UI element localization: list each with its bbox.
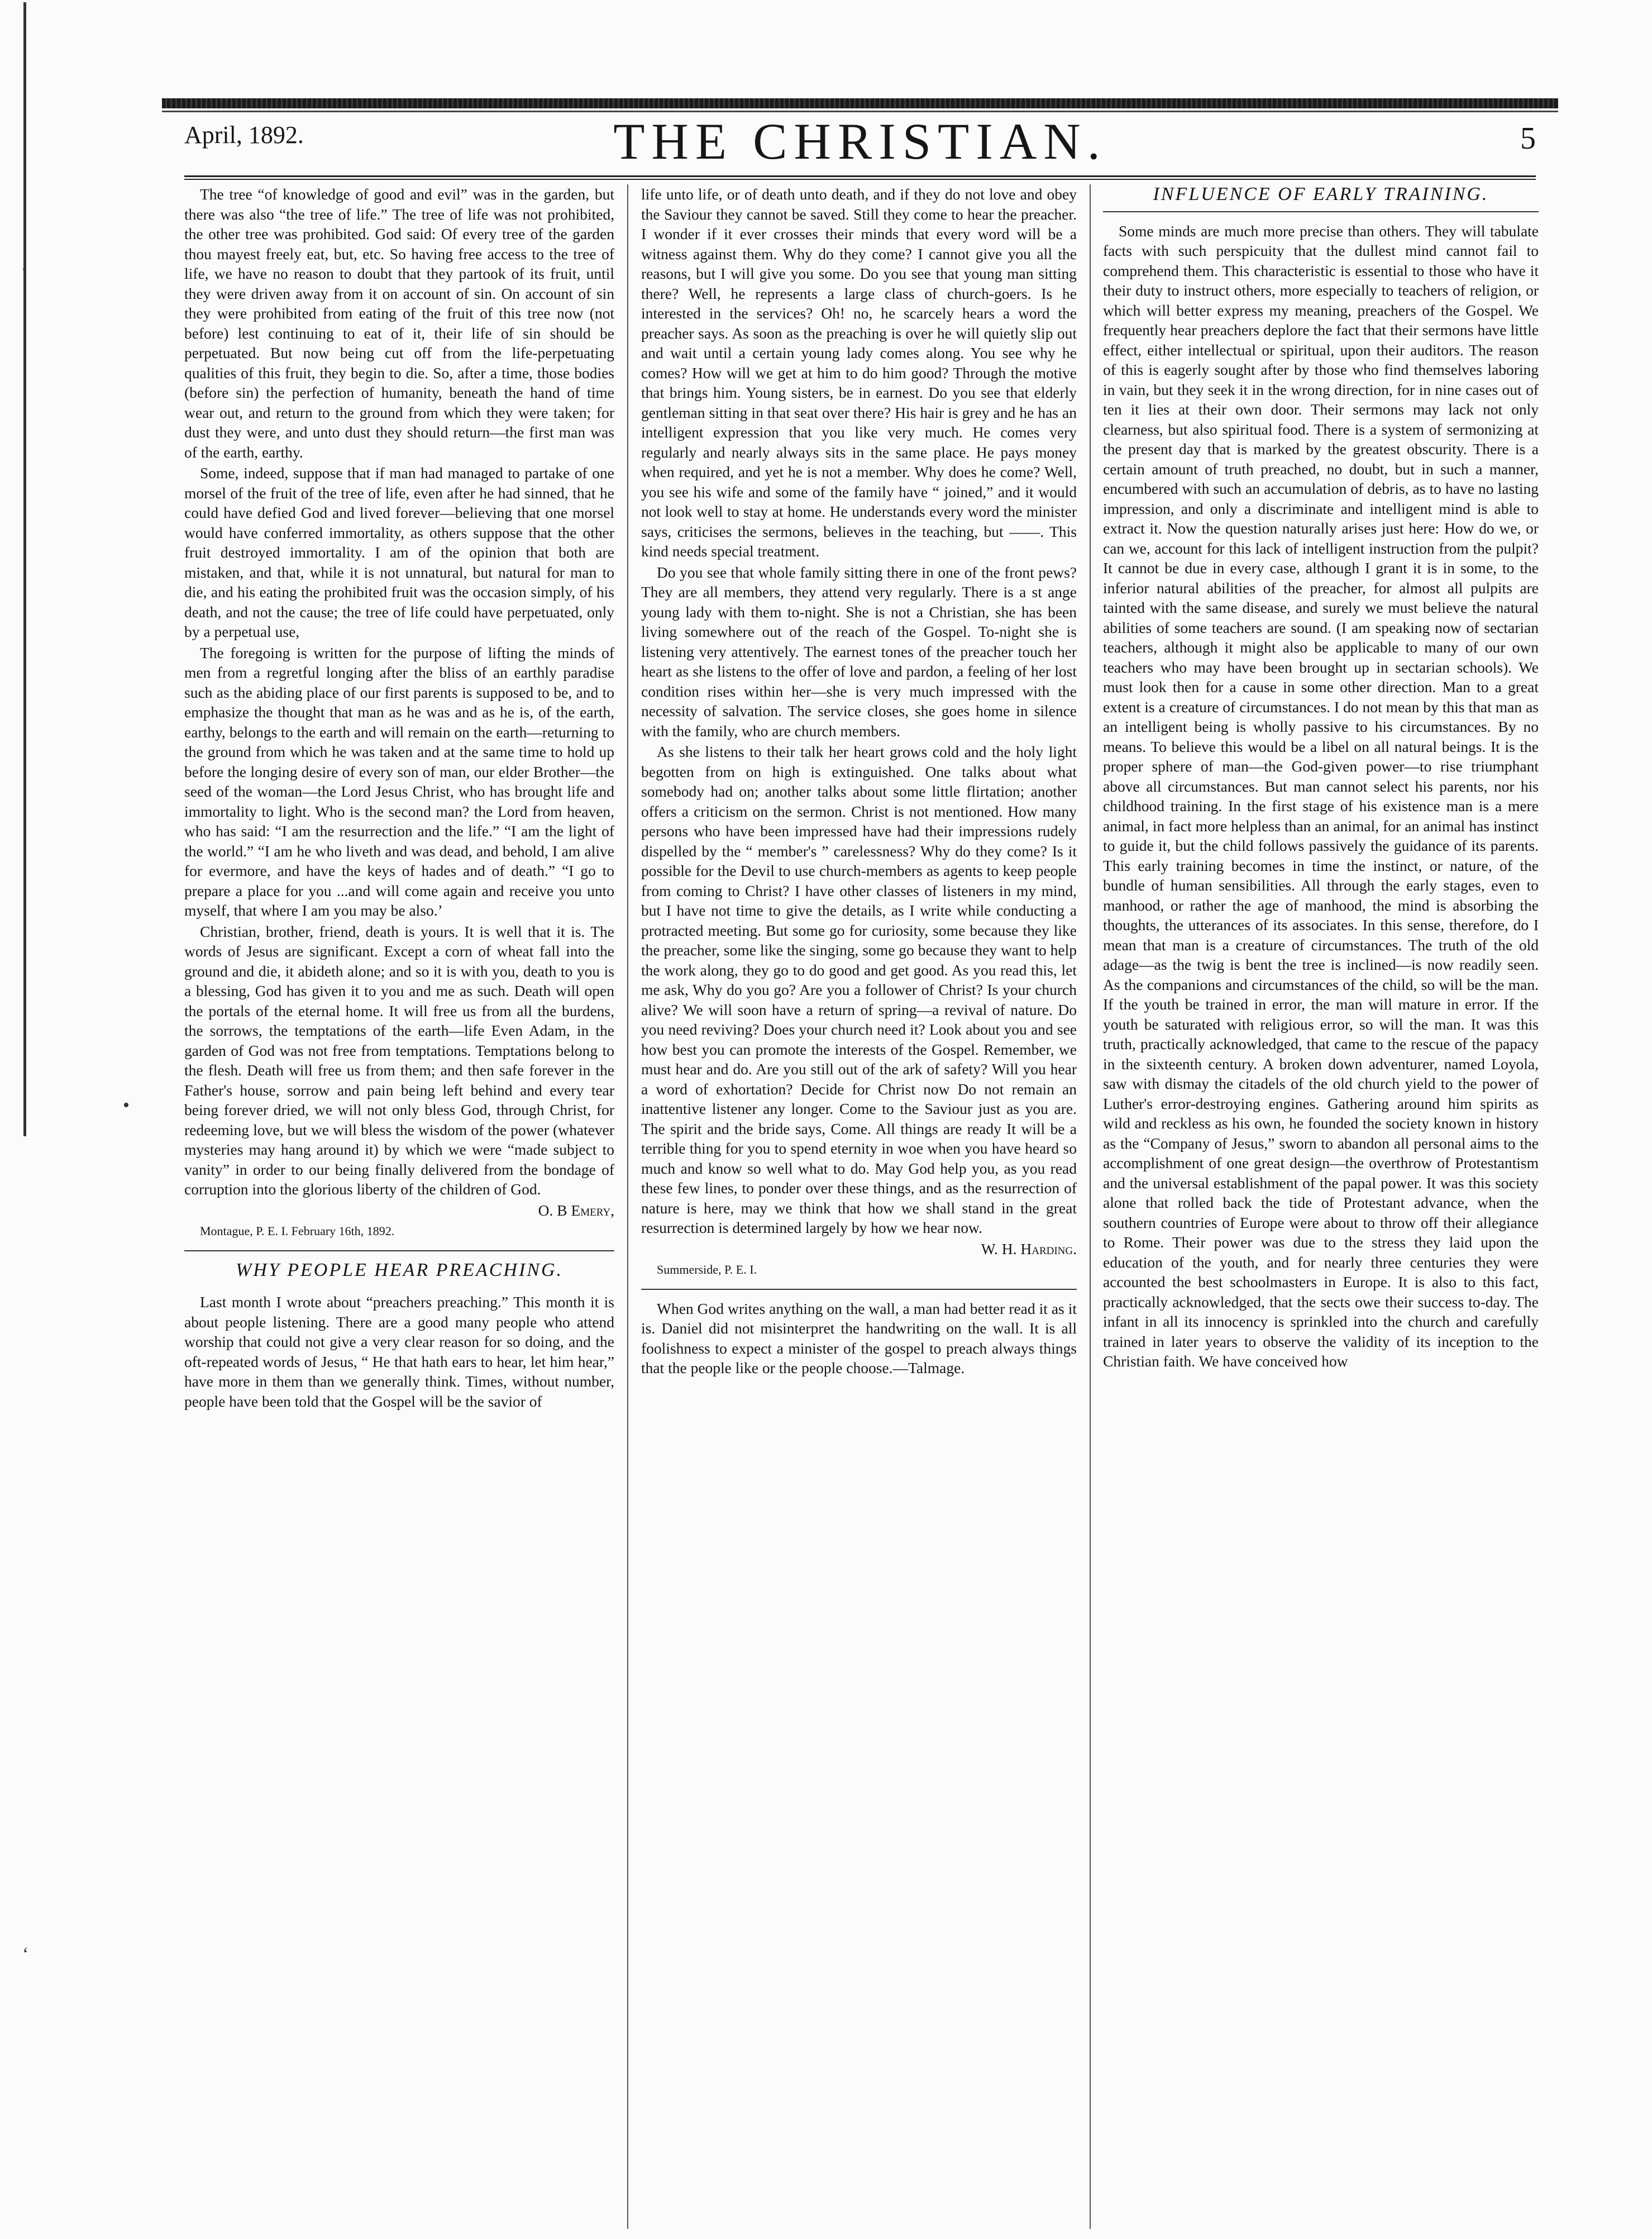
article-heading: INFLUENCE OF EARLY TRAINING. <box>1153 184 1489 204</box>
dateline: Montague, P. E. I. February 16th, 1892. <box>200 1224 395 1238</box>
paragraph: Some minds are much more precise than others. They will tabulate facts with such perspicuity that the dullest mind cannot fail to comprehend them. This characteristic is essential to those who have it their duty to instruct others, more especially to teachers of religion, or which will better express my meaning, preachers of the Gospel. We frequently hear preachers deplore the fact that their sermons have little effect, either intellectual or spiritual, upon their auditors. The reason of this is eagerly sought after by those who find themselves laboring in vain, but they seek it in the wrong direction, for in nine cases out of ten it lies at their own door. Their sermons may lack not only clearness, but also spiritual food. There is a system of sermonizing at the present day that is marked by the greatest obscurity. There is a certain amount of truth preached, no doubt, but in such a manner, encumbered with such an accumulation of debris, as to have no lasting impression, and only a discriminate and intelligent mind is able to extract it. Now the question naturally arises just here: How do we, or can we, account for this lack of intelligent instruction from the pulpit? It cannot be due in every case, although I grant it is in some, to the inferior natural abilities of the preacher, for almost all pulpits are tainted with the same disease, and surely we must believe the natural abilities of some teachers are sound. (I am speaking now of sectarian teachers, although it might also be applicable to many of our own teachers who may have been brought up in sectarian schools). We must look then for a cause in some other direction. Man to a great extent is a creature of circumstances. I do not mean by this that man as an intelligent being is wholly passive to his circumstances. By no means. To believe this would be a libel on all natural beings. It is the proper sphere of man—the God-given power—to rise triumphant above all circumstances. But man cannot select his parents, nor his childhood training. In the first stage of his existence man is a mere animal, in fact more helpless than an animal, for an animal has instinct to guide it, but the child follows passively the guidance of its parents. This early training becomes in time the instinct, or nature, of the bundle of human sensibilities. All through the early stages, even to manhood, or rather the age of manhood, the mind is absorbing the thoughts, the utterances of its associates. In this sense, therefore, do I mean that man is a creature of circumstances. The truth of the old adage—as the twig is bent the tree is inclined—is now readily seen. As the companions and circumstances of the child, so will be the man. If the youth be trained in error, the man will mature in error. If the youth be saturated with religious error, so will the man. It was this truth, practically acknowledged, that came to the rescue of the papacy in the sixteenth century. A broken down adventurer, named Loyola, saw with dismay the citadels of the old church yield to the power of Luther's error-destroying engines. Gathering around him spirits as wild and reckless as his own, he founded the society known in history as the “Company of Jesus,” sworn to abandon all personal aims to the accomplishment of one great design—the overthrow of Protestantism and the universal establishment of the papal power. It was this society alone that rolled back the tide of Protestant advance, when the southern countries of Europe were about to throw off their allegiance to Rome. Their power was due to the stress they laid upon the education of the youth, and for nearly three centuries they were accounted the best schoolmasters in Europe. It is also to this fact, practically acknowledged, that the sects owe their success to-day. The infant in all its innocency is sprinkled into the church and carefully trained in later years to observe the validity of its inception to the Christian faith. We have conceived how <box>1103 222 1539 1370</box>
paragraph: Christian, brother, friend, death is yours. It is well that it is. The words of Jesus are significant. Except a corn of wheat fall into the ground and die, it abideth alone; and so it is with you, death to you is a blessing, God has given it to you and me as such. Death will open the portals of the eternal home. It will free us from all the burdens, the sorrows, the temptations of the earth—life Even Adam, in the garden of God was not free from temptations. Temptations belong to the flesh. Death will free us from them; and then safe forever in the Father's house, sorrow and pain being left behind and every tear being forever dried, we will not only bless God, through Christ, for redeeming love, but we will bless the wisdom of the power (whatever mysteries may hang around it) by which we were “made subject to vanity” in order to our being finally delivered from the bondage of corruption into the glorious liberty of the children of God. <box>184 922 614 1198</box>
margin-mark: ‘ <box>22 1944 29 1965</box>
paragraph: The foregoing is written for the purpose of lifting the minds of men from a regretful longing after the bliss of an earthly paradise such as the abiding place of our first parents is supposed to be, and to emphasize the thought that man as he was and as he is, of the earth, earthy, belongs to the earth and will remain on the earth—returning to the ground from which he was taken and at the same time to hold up before the longing desire of every son of man, our elder Brother—the seed of the woman—the Lord Jesus Christ, who has brought life and immortality to light. Who is the second man? the Lord from heaven, who has said: “I am the resurrection and the life.” “I am the light of the world.” “I am he who liveth and was dead, and behold, I am alive for evermore, and have the keys of hades and of death.” “I go to prepare a place for you ...and will come again and receive you unto myself, that where I am you may be also.’ <box>184 644 614 919</box>
article-heading: WHY PEOPLE HEAR PREACHING. <box>235 1259 564 1280</box>
paragraph: life unto life, or of death unto death, and if they do not love and obey the Saviour they cannot be saved. Still they come to hear the preacher. I wonder if it ever crosses their minds that every word will be a witness against them. Why do they come? I cannot give you all the reasons, but I will give you some. Do you see that young man sitting there? Well, he represents a large class of church-goers. Is he interested in the services? Oh! no, he scarcely hears a word the preacher says. As soon as the preaching is over he will quietly slip out and wait until a certain young lady comes along. You see why he comes? How will we get at him to do him good? Through the motive that brings him. Young sisters, be in earnest. Do you see that elderly gentleman sitting in that seat over there? His hair is grey and he has an intelligent expression that you like very much. He comes very regularly and nearly always sits in the same place. He pays money when required, and yet he is not a member. Why does he come? Well, you see his wife and some of the family have “ joined,” and it would not look well to stay at home. He understands every word the minister says, criticises the sermons, believes in the teaching, but ——. This kind needs special treatment. <box>641 185 1077 560</box>
paragraph: Some, indeed, suppose that if man had managed to partake of one morsel of the fruit of the tree of life, even after he had sinned, that he could have defied God and lived forever—believing that one morsel would have conferred immortality, as others suppose that the other fruit destroyed immortality. I am of the opinion that both are mistaken, and that, while it is not unnatural, but natural for man to die, and his eating the prohibited fruit was the occasion simply, of his death, and not the cause; the tree of life could have perpetuated, only by a perpetual use, <box>184 464 614 640</box>
margin-mark: • <box>123 1095 130 1116</box>
dateline: Summerside, P. E. I. <box>657 1263 757 1276</box>
issue-date: April, 1892. <box>184 121 304 149</box>
paragraph: When God writes anything on the wall, a man had better read it as it is. Daniel did not misinterpret the handwriting on the wall. It is all foolishness to expect a minister of the gospel to preach always things that the people like or the people choose.—Talmage. <box>641 1299 1077 1376</box>
column-3 <box>1103 184 1539 1371</box>
column-2 <box>641 184 1077 1378</box>
heading-rule <box>1103 211 1539 212</box>
column-1 <box>184 184 614 1411</box>
article-separator <box>641 1289 1077 1290</box>
paragraph: The tree “of knowledge of good and evil” was in the garden, but there was also “the tree of life.” The tree of life was not prohibited, the other tree was prohibited. God said: Of every tree of the garden thou mayest freely eat, but, etc. So having free access to the tree of life, we have no reason to doubt that they partook of its fruit, until they were driven away from it on account of sin. On account of sin they were prohibited from eating of the fruit of this tree now (not before) lest continuing to eat of it, their life of sin should be perpetuated. But now being cut off from the life-perpetuating qualities of this fruit, they begin to die. So, after a time, those bodies (before sin) the perfection of humanity, beneath the hand of time wear out, and return to the ground from which they were taken; for dust they were, and unto dust they should return—the first man was of the earth, earthy. <box>184 185 614 461</box>
top-rule <box>162 98 1558 108</box>
header-rule <box>184 175 1536 180</box>
masthead <box>184 112 1536 173</box>
margin-mark: ‘ <box>21 263 28 283</box>
page-number: 5 <box>1520 121 1536 156</box>
paragraph: Do you see that whole family sitting there in one of the front pews? They are all members, they attend very regularly. There is a st ange young lady with them to-night. She is not a Christian, she has been living somewhere out of the reach of the Gospel. To-night she is listening very attentively. The earnest tones of the preacher touch her heart as she listens to the offer of love and pardon, a feeling of her lost condition rises within her—she is very much impressed with the necessity of salvation. The service closes, she goes home in silence with the family, who are church members. <box>641 563 1077 740</box>
paragraph: As she listens to their talk her heart grows cold and the holy light begotten from on high is extinguished. One talks about what somebody had on; another talks about some little flirtation; another offers a criticism on the sermon. Christ is not mentioned. How many persons who have been impressed have had their impressions rudely dispelled by the “ member's ” carelessness? Why do they come? Is it possible for the Devil to use church-members as agents to keep people from coming to Christ? I have other classes of listeners in my mind, but I have not time to give the details, as I write while conducting a protracted meeting. But some go for curiosity, some because they like the preacher, some like the singing, some go because they want to help the work along, they go to do good and get good. As you read this, let me ask, Why do you go? Are you a follower of Christ? Is your church alive? We will soon have a return of spring—a revival of nature. Do you need reviving? Does your church need it? Look about you and see how best you can promote the interests of the Gospel. Remember, we must hear and do. Are you still out of the ark of safety? Will you hear a word of exhortation? Decide for Christ now Do not remain an inattentive listener any longer. Come to the Saviour just as you are. The spirit and the bride says, Come. All things are ready It will be a terrible thing for you to spend eternity in woe when you have heard so much and know so well what to do. May God help you, as you read these few lines, to ponder over these things, and as the resurrection of nature is here, may we think that how we shall stand in the great resurrection is determined largely by how we hear now. <box>641 743 1077 1236</box>
author-signature: W. H. Harding. <box>981 1240 1077 1257</box>
left-margin-rule <box>23 2 26 1136</box>
column-rule <box>1090 184 1091 2229</box>
author-signature: O. B Emery, <box>538 1201 614 1219</box>
newspaper-title: THE CHRISTIAN. <box>613 113 1107 170</box>
article-separator <box>184 1250 614 1251</box>
paragraph: Last month I wrote about “preachers preaching.” This month it is about people listening. There are a good many people who attend worship that could not give a very clear reason for so doing, and the oft-repeated words of Jesus, “ He that hath ears to hear, let him hear,” have more in them than we generally think. Times, without number, people have been told that the Gospel will be the savior of <box>184 1293 614 1410</box>
column-rule <box>627 184 628 2229</box>
